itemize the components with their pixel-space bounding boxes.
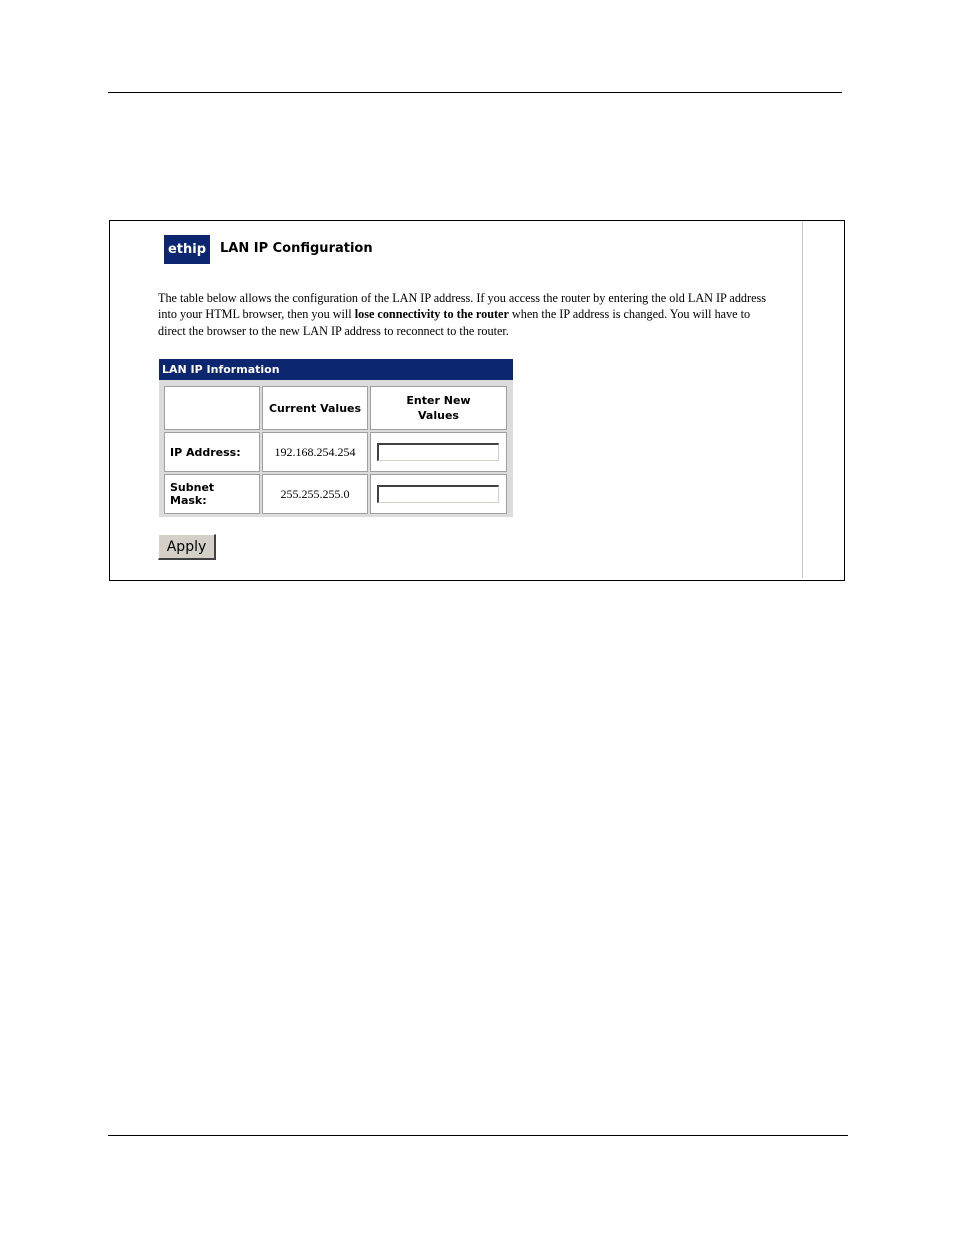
frame-divider bbox=[802, 221, 803, 578]
description-part2: when the IP address is changed. You will have to direct the browser to the new LAN IP address to reconnect to the router. bbox=[158, 307, 751, 338]
lan-ip-table bbox=[162, 384, 509, 516]
ip-address-current-value: 192.168.254.254 bbox=[262, 432, 368, 472]
header-current-values: Current Values bbox=[262, 386, 368, 430]
apply-button[interactable]: Apply bbox=[158, 534, 216, 560]
ethip-badge: ethip bbox=[164, 235, 210, 264]
description-text bbox=[158, 290, 778, 339]
description-part1: The table below allows the configuration of the LAN IP address. If you access the router by entering the old LAN IP address into your HTML browser, then you will bbox=[158, 291, 766, 322]
new-ip-address-input[interactable] bbox=[377, 443, 499, 461]
ip-address-label: IP Address: bbox=[164, 432, 260, 472]
lan-ip-information-title: LAN IP Information bbox=[159, 359, 513, 380]
table-row-ip-address bbox=[164, 432, 507, 472]
subnet-mask-label: Subnet Mask: bbox=[164, 474, 260, 514]
top-rule bbox=[108, 92, 842, 93]
page-title: LAN IP Configuration bbox=[220, 241, 373, 256]
table-row-subnet-mask bbox=[164, 474, 507, 514]
description-bold: lose connectivity to the router bbox=[354, 307, 509, 322]
header-empty-cell bbox=[164, 386, 260, 430]
header-enter-new-values-label: Enter New Values bbox=[406, 394, 471, 422]
screenshot-frame bbox=[109, 220, 845, 581]
ip-address-input-cell bbox=[370, 432, 507, 472]
bottom-rule bbox=[108, 1135, 848, 1136]
subnet-mask-current-value: 255.255.255.0 bbox=[262, 474, 368, 514]
header-enter-new-values bbox=[370, 386, 507, 430]
subnet-mask-input-cell bbox=[370, 474, 507, 514]
lan-ip-information-panel bbox=[159, 359, 513, 517]
new-subnet-mask-input[interactable] bbox=[377, 485, 499, 503]
table-header-row bbox=[164, 386, 507, 430]
